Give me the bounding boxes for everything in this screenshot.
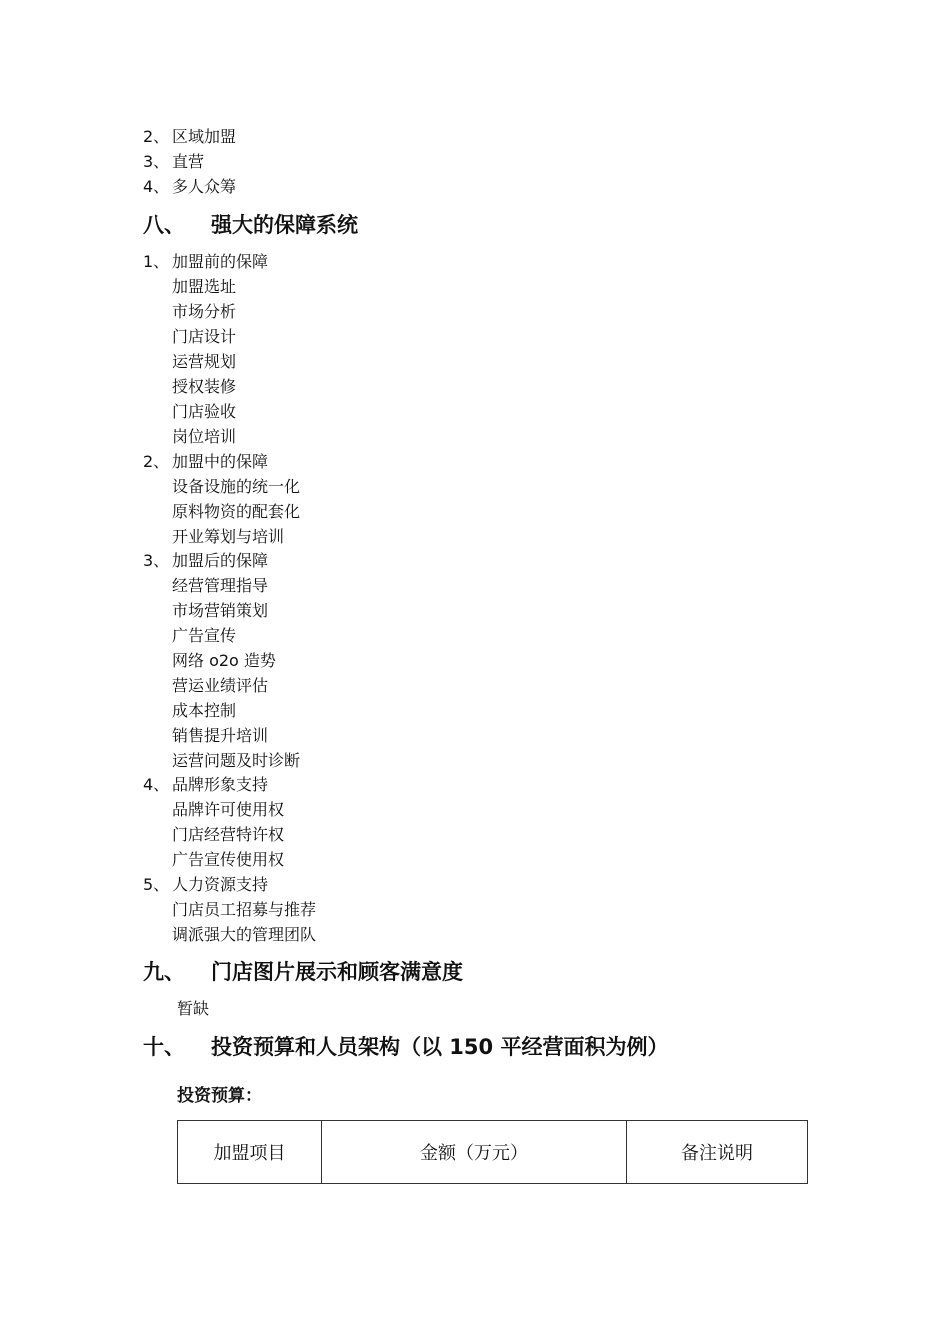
list-item: 门店设计 (172, 327, 237, 346)
list-item: 运营问题及时诊断 (172, 751, 301, 770)
list-number: 2、 (143, 127, 170, 146)
list-item: 授权装修 (172, 377, 237, 396)
group-number: 1、 (143, 252, 170, 271)
list-text: 多人众筹 (172, 177, 237, 196)
group-heading (143, 452, 268, 472)
list-item: 设备设施的统一化 (172, 477, 301, 496)
list-item: 品牌许可使用权 (172, 800, 285, 819)
list-item (143, 177, 236, 197)
list-number: 4、 (143, 177, 170, 196)
section-title: 强大的保障系统 (211, 213, 358, 237)
group-heading (143, 551, 268, 571)
section-number: 九、 (143, 960, 185, 984)
list-item: 广告宣传 (172, 626, 237, 645)
group-heading (143, 775, 268, 795)
list-item: 经营管理指导 (172, 576, 269, 595)
group-title: 品牌形象支持 (172, 775, 269, 794)
list-item: 岗位培训 (172, 427, 237, 446)
list-item: 门店验收 (172, 402, 237, 421)
section-title: 投资预算和人员架构（以 150 平经营面积为例） (211, 1035, 669, 1059)
table-header-cell: 加盟项目 (178, 1121, 322, 1184)
section-9-heading (143, 959, 463, 985)
list-item: 销售提升培训 (172, 726, 269, 745)
list-item: 网络 o2o 造势 (172, 651, 276, 670)
table-header-cell: 金额（万元） (322, 1121, 627, 1184)
list-item: 成本控制 (172, 701, 237, 720)
group-number: 2、 (143, 452, 170, 471)
section-number: 十、 (143, 1035, 185, 1059)
list-item: 运营规划 (172, 352, 237, 371)
group-number: 3、 (143, 551, 170, 570)
budget-table (177, 1120, 808, 1184)
group-number: 5、 (143, 875, 170, 894)
group-title: 人力资源支持 (172, 875, 269, 894)
section-8-heading (143, 212, 358, 238)
section-10-heading (143, 1034, 668, 1060)
list-item: 营运业绩评估 (172, 676, 269, 695)
list-item: 市场营销策划 (172, 601, 269, 620)
list-item: 加盟选址 (172, 277, 237, 296)
list-item (143, 127, 236, 147)
list-item: 门店经营特许权 (172, 825, 285, 844)
list-text: 区域加盟 (172, 127, 237, 146)
placeholder-note: 暂缺 (177, 999, 210, 1018)
section-title: 门店图片展示和顾客满意度 (211, 960, 463, 984)
group-heading (143, 875, 268, 895)
group-title: 加盟后的保障 (172, 551, 269, 570)
group-heading (143, 252, 268, 272)
list-number: 3、 (143, 152, 170, 171)
list-item: 市场分析 (172, 302, 237, 321)
budget-subheading: 投资预算： (177, 1086, 262, 1106)
group-title: 加盟中的保障 (172, 452, 269, 471)
group-title: 加盟前的保障 (172, 252, 269, 271)
table-header-row (178, 1121, 808, 1184)
list-item: 开业筹划与培训 (172, 527, 285, 546)
list-text: 直营 (172, 152, 205, 171)
list-item: 原料物资的配套化 (172, 502, 301, 521)
list-item: 门店员工招募与推荐 (172, 900, 317, 919)
section-number: 八、 (143, 213, 185, 237)
list-item: 调派强大的管理团队 (172, 925, 317, 944)
list-item: 广告宣传使用权 (172, 850, 285, 869)
list-item (143, 152, 204, 172)
table-header-cell: 备注说明 (627, 1121, 808, 1184)
group-number: 4、 (143, 775, 170, 794)
